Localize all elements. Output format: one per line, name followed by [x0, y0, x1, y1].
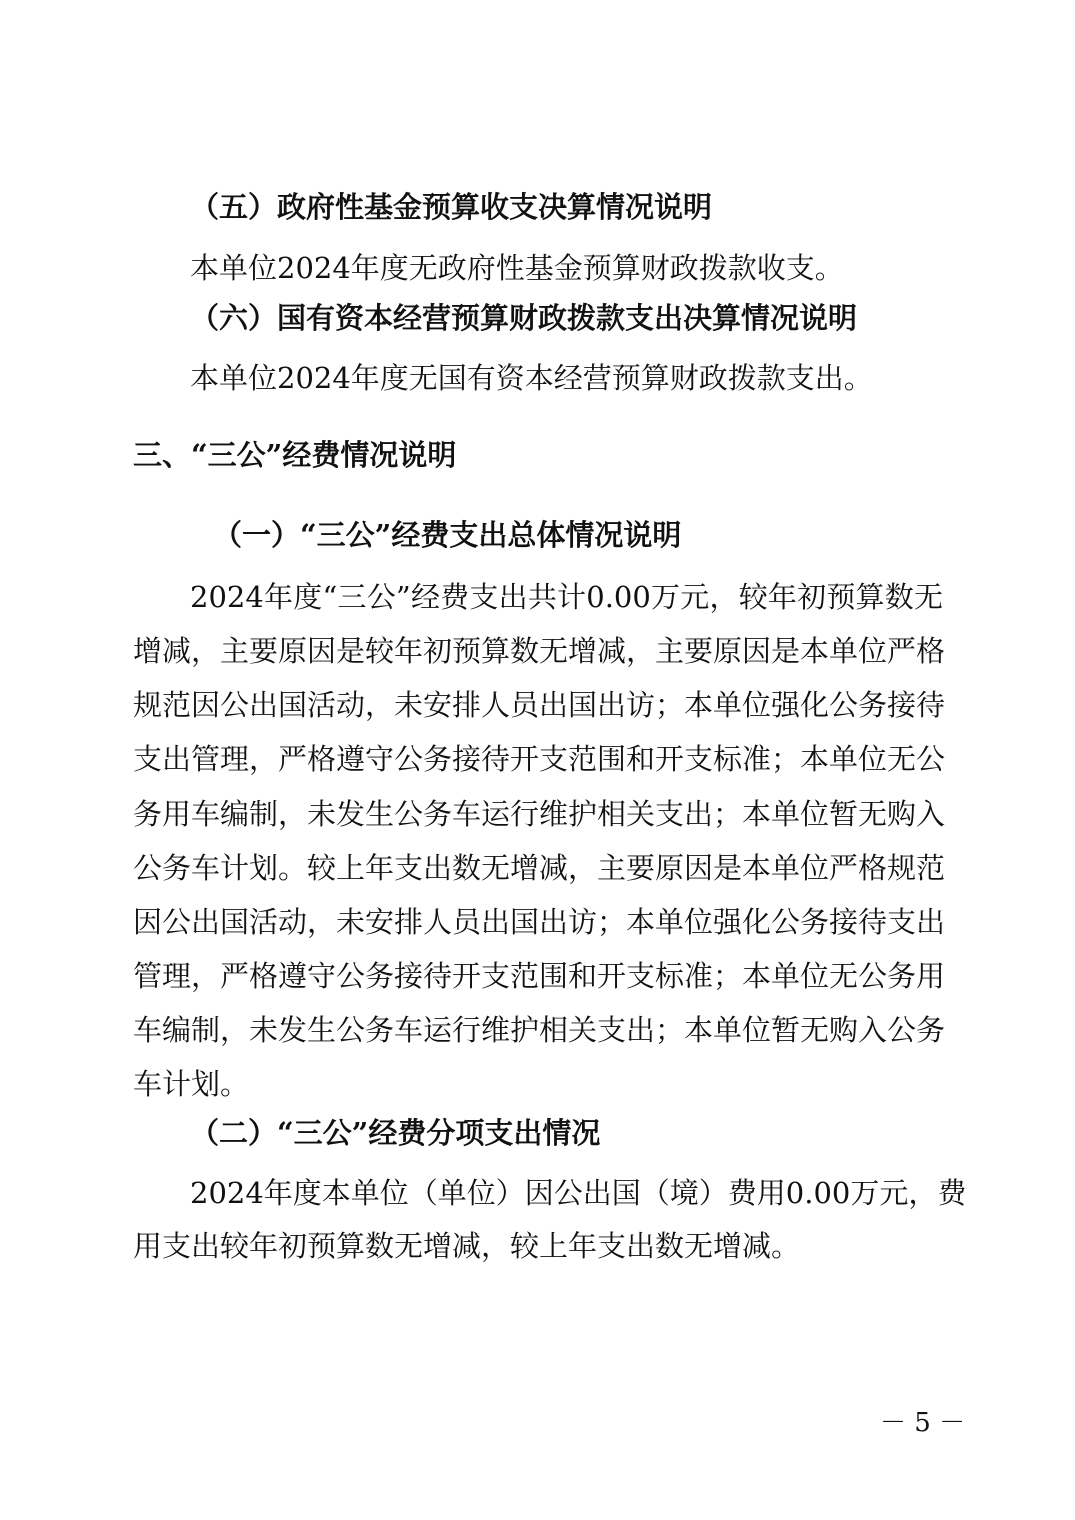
paragraph-line: 公务车计划。较上年支出数无增减，主要原因是本单位严格规范	[133, 851, 946, 885]
paragraph-state-capital: 本单位2024年度无国有资本经营预算财政拨款支出。	[190, 361, 873, 395]
paragraph-line: 2024年度本单位（单位）因公出国（境）费用0.00万元，费	[190, 1176, 967, 1210]
paragraph-line: 规范因公出国活动，未安排人员出国出访；本单位强化公务接待	[133, 688, 946, 722]
heading-government-fund: （五）政府性基金预算收支决算情况说明	[190, 190, 713, 224]
paragraph-line: 管理，严格遵守公务接待开支范围和开支标准；本单位无公务用	[133, 959, 946, 993]
paragraph-line: 支出管理，严格遵守公务接待开支范围和开支标准；本单位无公	[133, 742, 946, 776]
page-number: － 5 －	[880, 1408, 966, 1438]
paragraph-line: 增减，主要原因是较年初预算数无增减，主要原因是本单位严格	[133, 634, 946, 668]
paragraph-government-fund: 本单位2024年度无政府性基金预算财政拨款收支。	[190, 251, 844, 285]
paragraph-line: 2024年度“三公”经费支出共计0.00万元，较年初预算数无	[190, 580, 943, 614]
heading-overall-expenses: （一）“三公”经费支出总体情况说明	[213, 518, 682, 552]
paragraph-line: 用支出较年初预算数无增减，较上年支出数无增减。	[133, 1229, 801, 1263]
heading-state-capital: （六）国有资本经营预算财政拨款支出决算情况说明	[190, 301, 858, 335]
paragraph-line: 车编制，未发生公务车运行维护相关支出；本单位暂无购入公务	[133, 1013, 946, 1047]
paragraph-line: 因公出国活动，未安排人员出国出访；本单位强化公务接待支出	[133, 905, 946, 939]
paragraph-line: 车计划。	[133, 1067, 250, 1101]
paragraph-line: 务用车编制，未发生公务车运行维护相关支出；本单位暂无购入	[133, 797, 946, 831]
heading-three-public-expenses: 三、“三公”经费情况说明	[133, 438, 457, 472]
heading-itemized-expenses: （二）“三公”经费分项支出情况	[190, 1116, 601, 1150]
